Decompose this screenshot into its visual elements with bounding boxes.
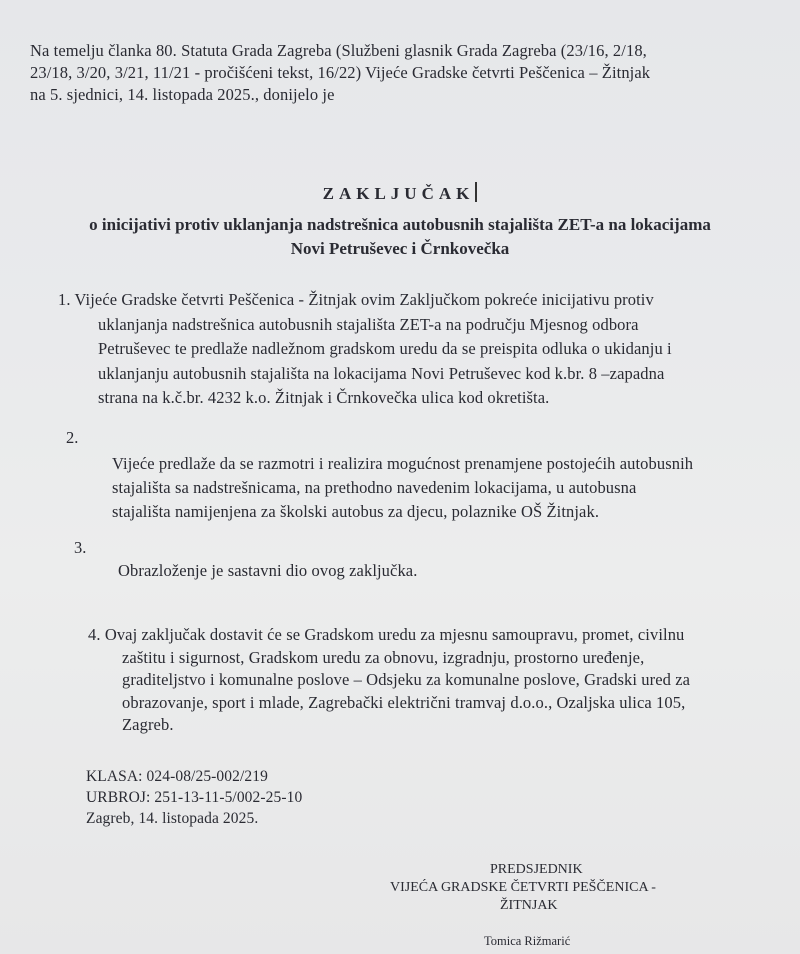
point-line: Zagreb.	[122, 715, 174, 734]
point-line: Vijeće predlaže da se razmotri i realizira mogućnost prenamjene postojećih autobusnih	[112, 454, 694, 473]
point-number: 1.	[58, 290, 71, 309]
point-line: Obrazloženje je sastavni dio ovog zaključka.	[118, 561, 418, 580]
signature-body-line: VIJEĆA GRADSKE ČETVRTI PEŠČENICA -	[390, 880, 656, 895]
signature-role: PREDSJEDNIK	[490, 862, 583, 877]
point-3	[118, 560, 417, 582]
urbroj-line: URBROJ: 251-13-11-5/002-25-10	[86, 789, 303, 806]
preamble-line: na 5. sjednici, 14. listopada 2025., donijelo je	[30, 85, 335, 104]
point-line: obrazovanje, sport i mlade, Zagrebački električni tramvaj d.o.o., Ozaljska ulica 105,	[122, 692, 686, 712]
reference-block	[86, 766, 302, 829]
point-line: stajališta namijenjena za školski autobus za djecu, polaznike OŠ Žitnjak.	[112, 502, 600, 521]
preamble-line: 23/18, 3/20, 3/21, 11/21 - pročišćeni tekst, 16/22) Vijeće Gradske četvrti Peščenica – Žitnjak	[30, 63, 651, 82]
point-4	[88, 624, 690, 737]
signature-body-line: ŽITNJAK	[500, 898, 558, 913]
klasa-line: KLASA: 024-08/25-002/219	[86, 768, 268, 785]
point-1	[58, 288, 672, 411]
point-line: Vijeće Gradske četvrti Peščenica - Žitnjak ovim Zaključkom pokreće inicijativu protiv	[74, 290, 654, 309]
point-line: stajališta sa nadstrešnicama, na prethodno navedenim lokacijama, u autobusna	[112, 478, 637, 497]
title-text: ZAKLJUČAK	[322, 184, 475, 203]
point-line: zaštitu i sigurnost, Gradskom uredu za obnovu, izgradnju, prostorno uređenje,	[122, 647, 645, 667]
text-cursor	[475, 182, 477, 202]
subtitle-line: Novi Petruševec i Črnkovečka	[290, 239, 510, 258]
place-date-line: Zagreb, 14. listopada 2025.	[86, 810, 259, 827]
point-line: graditeljstvo i komunalne poslove – Odsjeku za komunalne poslove, Gradski ured za	[122, 670, 691, 689]
point-line: Petruševec te predlaže nadležnom gradskom uredu da se preispita odluka o ukidanju i	[98, 339, 672, 358]
document-title	[0, 182, 800, 204]
signatory-name: Tomica Rižmarić	[484, 934, 571, 948]
preamble-line: Na temelju članka 80. Statuta Grada Zagreba (Službeni glasnik Grada Zagreba (23/16, 2/18,	[30, 41, 647, 60]
point-number: 4.	[88, 625, 101, 644]
subtitle-line: o inicijativi protiv uklanjanja nadstrešnica autobusnih stajališta ZET-a na lokacijama	[89, 215, 711, 234]
document-subtitle	[0, 213, 800, 261]
point-line: uklanjanju autobusnih stajališta na lokacijama Novi Petruševec kod k.br. 8 –zapadna	[98, 363, 665, 383]
point-line: strana na k.č.br. 4232 k.o. Žitnjak i Črnkovečka ulica kod okretišta.	[98, 388, 550, 407]
preamble	[30, 40, 650, 106]
point-2	[112, 452, 693, 524]
point-line: uklanjanja nadstrešnica autobusnih stajališta ZET-a na području Mjesnog odbora	[98, 314, 639, 334]
point-3-number: 3.	[74, 538, 87, 557]
point-line: Ovaj zaključak dostavit će se Gradskom uredu za mjesnu samoupravu, promet, civilnu	[104, 625, 685, 644]
point-2-number: 2.	[66, 428, 79, 447]
